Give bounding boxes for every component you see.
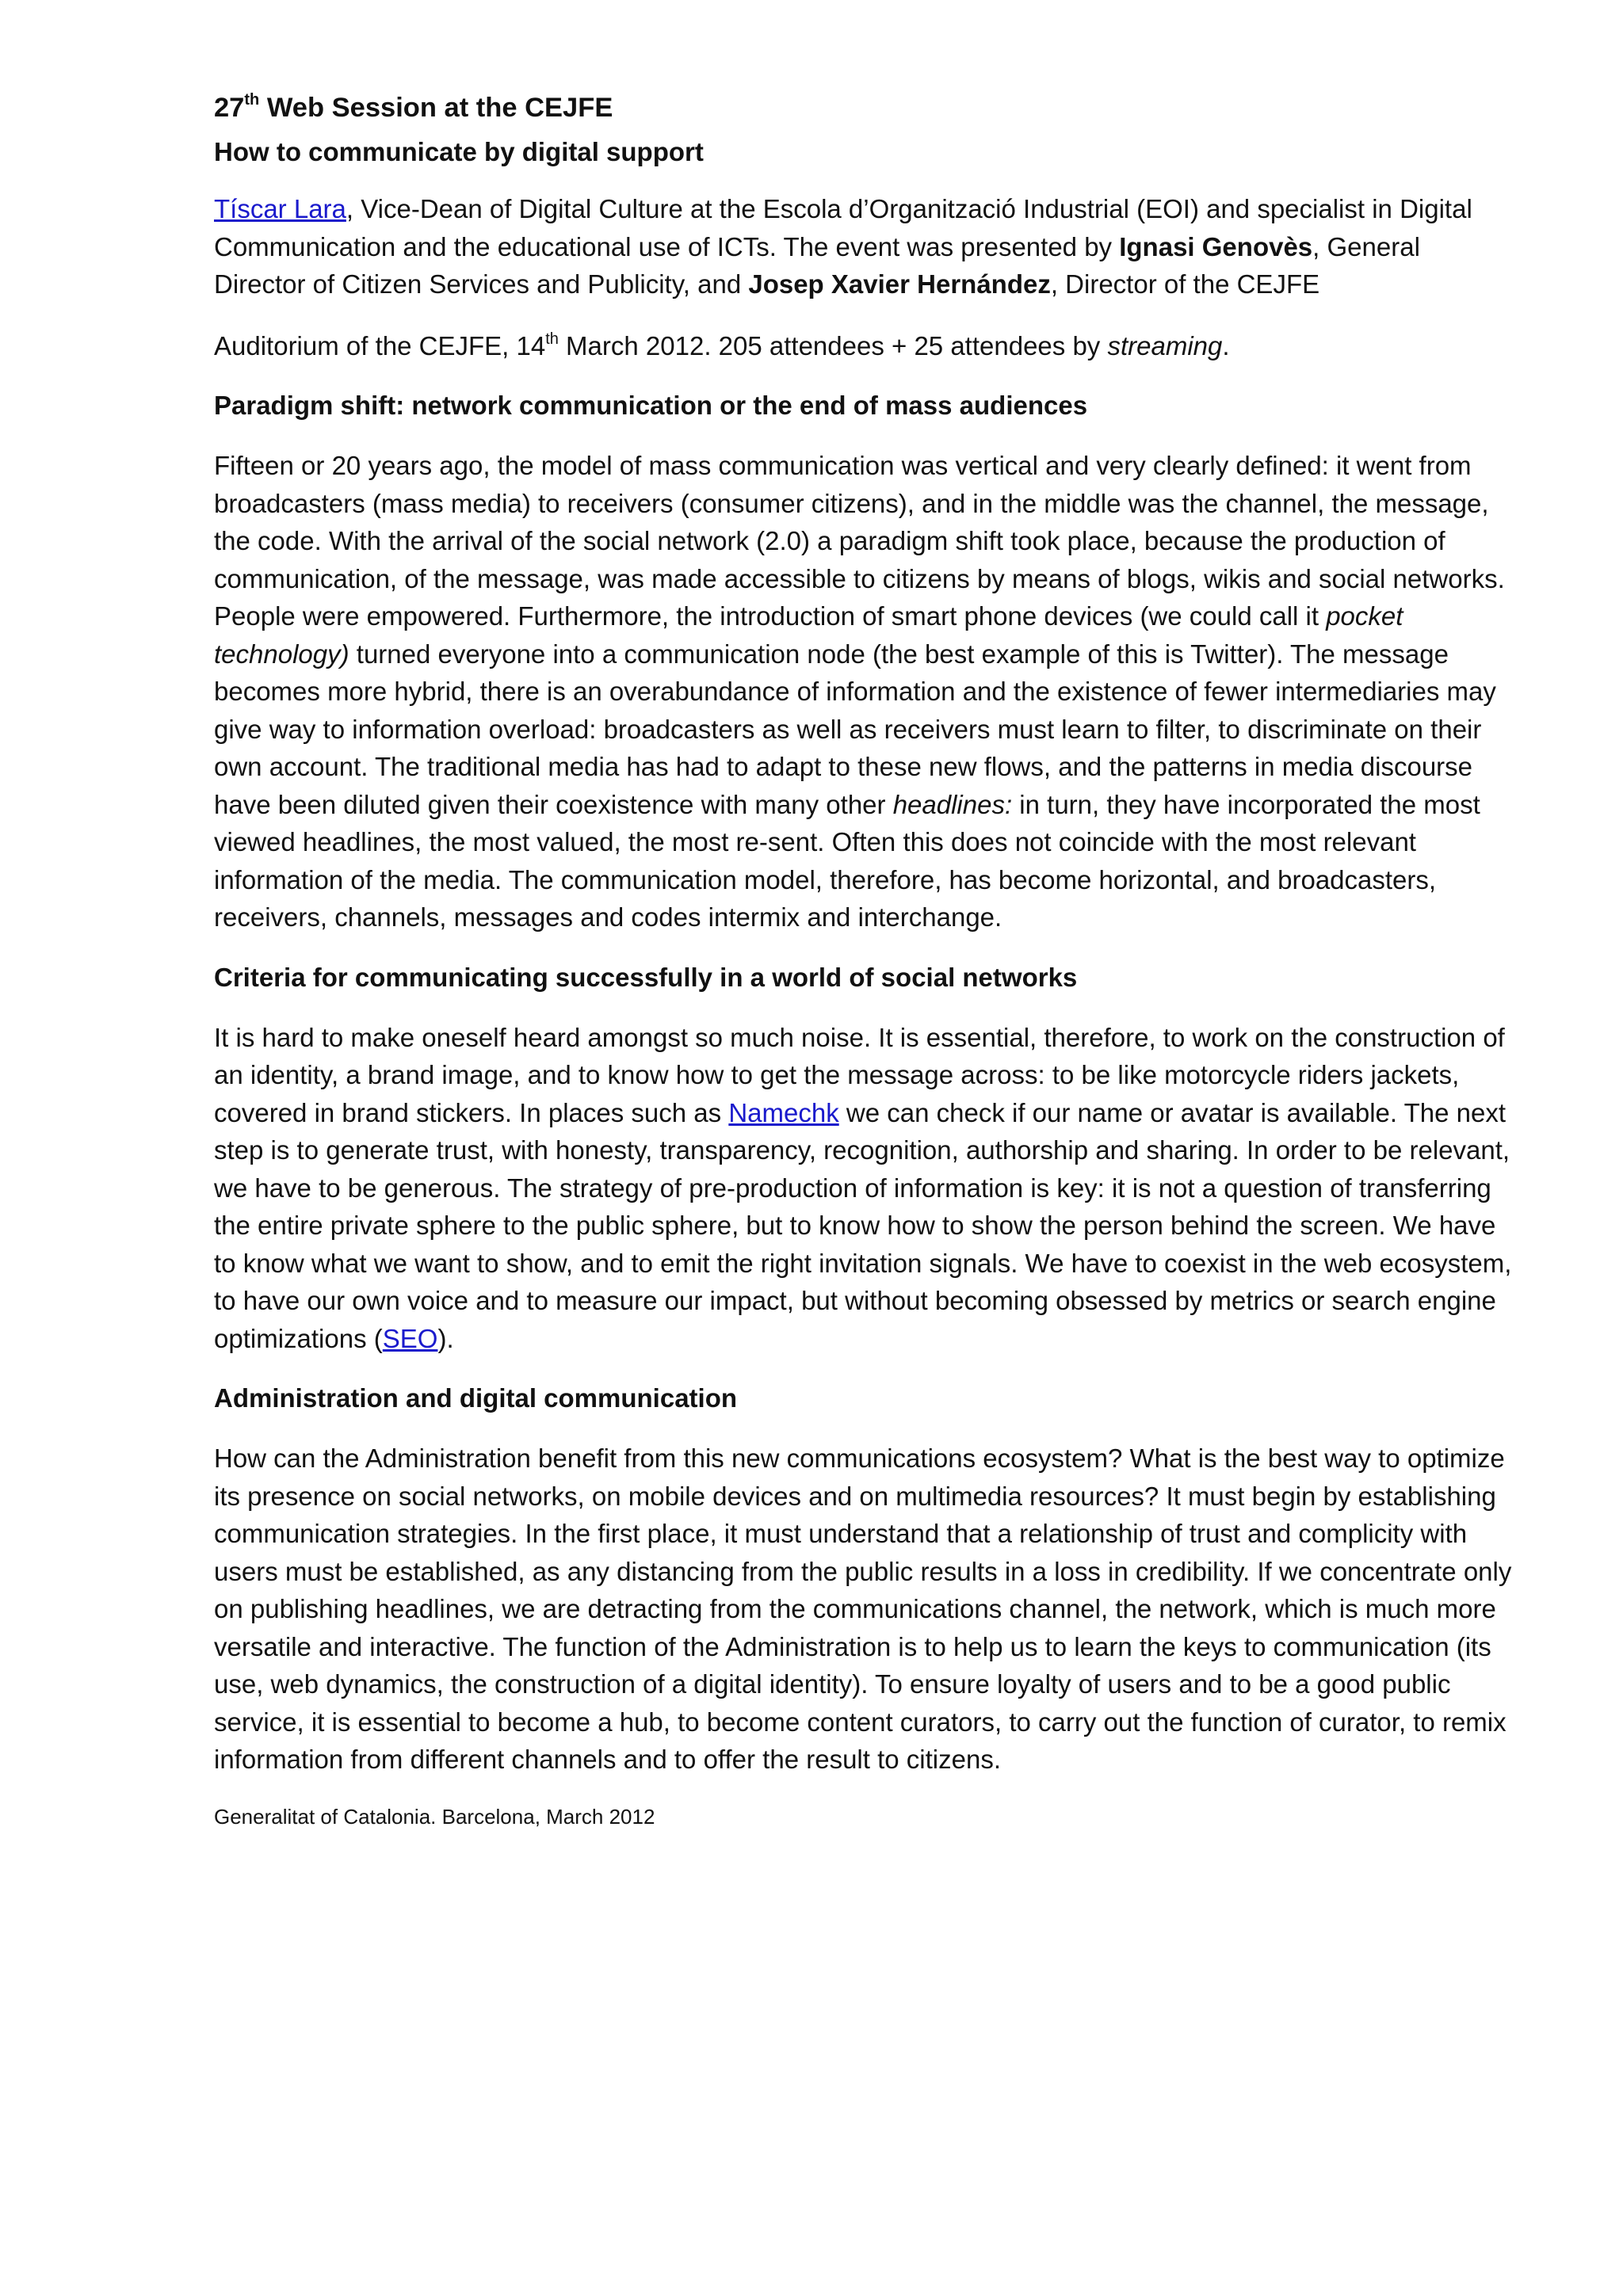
- paradigm-italic-2: headlines:: [892, 789, 1013, 819]
- section-heading-paradigm: Paradigm shift: network communication or the end of mass audiences: [214, 391, 1088, 420]
- page-footer: Generalitat of Catalonia. Barcelona, March 2012: [214, 1804, 655, 1829]
- dateline-ordinal: th: [545, 330, 559, 348]
- intro-text-3: , Director of the CEJFE: [1050, 269, 1320, 299]
- intro-text-2: , General Director of Citizen Services and Publicity, and: [214, 231, 1420, 299]
- criteria-text-1: It is hard to make oneself heard amongst so much noise. It is essential, therefore, to work on the construction of an identity, a brand image, and to know how to get the message across: to be like motorcycle riders jackets, covered in brand stickers. In places such as: [214, 1022, 1505, 1127]
- section-heading-criteria: Criteria for communicating successfully in a world of social networks: [214, 962, 1078, 992]
- title-ordinal: th: [244, 90, 260, 109]
- paradigm-text-1: Fifteen or 20 years ago, the model of mass communication was vertical and very clearly defined: it went from broadcasters (mass media) to receivers (consumer citizens), and in the middle was the channel, the message, the code. With the arrival of the social network (2.0) a paradigm shift took place, because the production of communication, of the message, was made accessible to citizens by means of blogs, wikis and social networks. People were empowered. Furthermore, the introduction of smart phone devices (we could call it: [214, 451, 1505, 631]
- title-number: 27: [214, 93, 245, 123]
- paragraph-administration: How can the Administration benefit from this new communications ecosystem? What is the best way to optimize its presence on social networks, on mobile devices and on multimedia resources? It must begin by establishing communication strategies. In the first place, it must understand that a relationship of trust and complicity with users must be established, as any distancing from the public results in a loss in credibility. If we concentrate only on publishing headlines, we are detracting from the communications channel, the network, which is much more versatile and interactive. The function of the Administration is to help us to learn the keys to communication (its use, web dynamics, the construction of a digital identity). To ensure loyalty of users and to be a good public service, it is essential to become a hub, to become content curators, to carry out the function of curator, to remix information from different channels and to offer the result to citizens.: [214, 1444, 1512, 1774]
- document-page: [214, 87, 1514, 1831]
- paradigm-italic-1: pocket technology): [214, 601, 1403, 669]
- paradigm-text-3: in turn, they have incorporated the most viewed headlines, the most valued, the most re-sent. Often this does not coincide with the most relevant information of the media. The communication model, therefore, has become horizontal, and broadcasters, receivers, channels, messages and codes intermix and interchange.: [214, 789, 1480, 932]
- intro-text-1: , Vice-Dean of Digital Culture at the Escola d’Organització Industrial (EOI) and specialist in Digital Communication and the educational use of ICTs. The event was presented by: [214, 194, 1472, 261]
- dateline-part-2: March 2012. 205 attendees + 25 attendees by: [558, 330, 1108, 360]
- criteria-text-2: we can check if our name or avatar is available. The next step is to generate trust, with honesty, transparency, recognition, authorship and sharing. In order to be relevant, we have to be generous. The strategy of pre-production of information is key: it is not a question of transferring the entire private sphere to the public sphere, but to know how to show the person behind the screen. We have to know what we want to show, and to emit the right invitation signals. We have to coexist in the web ecosystem, to have our own voice and to measure our impact, but without becoming obsessed by metrics or search engine optimizations (: [214, 1097, 1512, 1353]
- paragraph-criteria: [214, 1019, 1514, 1358]
- event-dateline: [214, 327, 1514, 365]
- intro-paragraph: [214, 190, 1514, 303]
- dateline-streaming: streaming: [1107, 330, 1223, 360]
- dateline-end: .: [1222, 330, 1230, 360]
- presenter-2: Josep Xavier Hernández: [748, 269, 1051, 299]
- presenter-1: Ignasi Genovès: [1119, 231, 1313, 261]
- page-title: [214, 87, 1514, 135]
- seo-link[interactable]: SEO: [382, 1323, 438, 1353]
- dateline-part-1: Auditorium of the CEJFE, 14: [214, 330, 546, 360]
- title-text: Web Session at the CEJFE: [266, 93, 613, 123]
- criteria-text-3: ).: [437, 1323, 454, 1353]
- paragraph-paradigm: [214, 447, 1514, 936]
- page-subtitle: How to communicate by digital support: [214, 137, 704, 166]
- section-heading-administration: Administration and digital communication: [214, 1383, 738, 1413]
- paradigm-text-2: turned everyone into a communication node (the best example of this is Twitter). The message becomes more hybrid, there is an overabundance of information and the existence of fewer intermediaries may give way to information overload: broadcasters as well as receivers must learn to filter, to discriminate on their own account. The traditional media has had to adapt to these new flows, and the patterns in media discourse have been diluted given their coexistence with many other: [214, 639, 1496, 819]
- speaker-link[interactable]: Tíscar Lara: [214, 194, 346, 223]
- namechk-link[interactable]: Namechk: [728, 1097, 839, 1127]
